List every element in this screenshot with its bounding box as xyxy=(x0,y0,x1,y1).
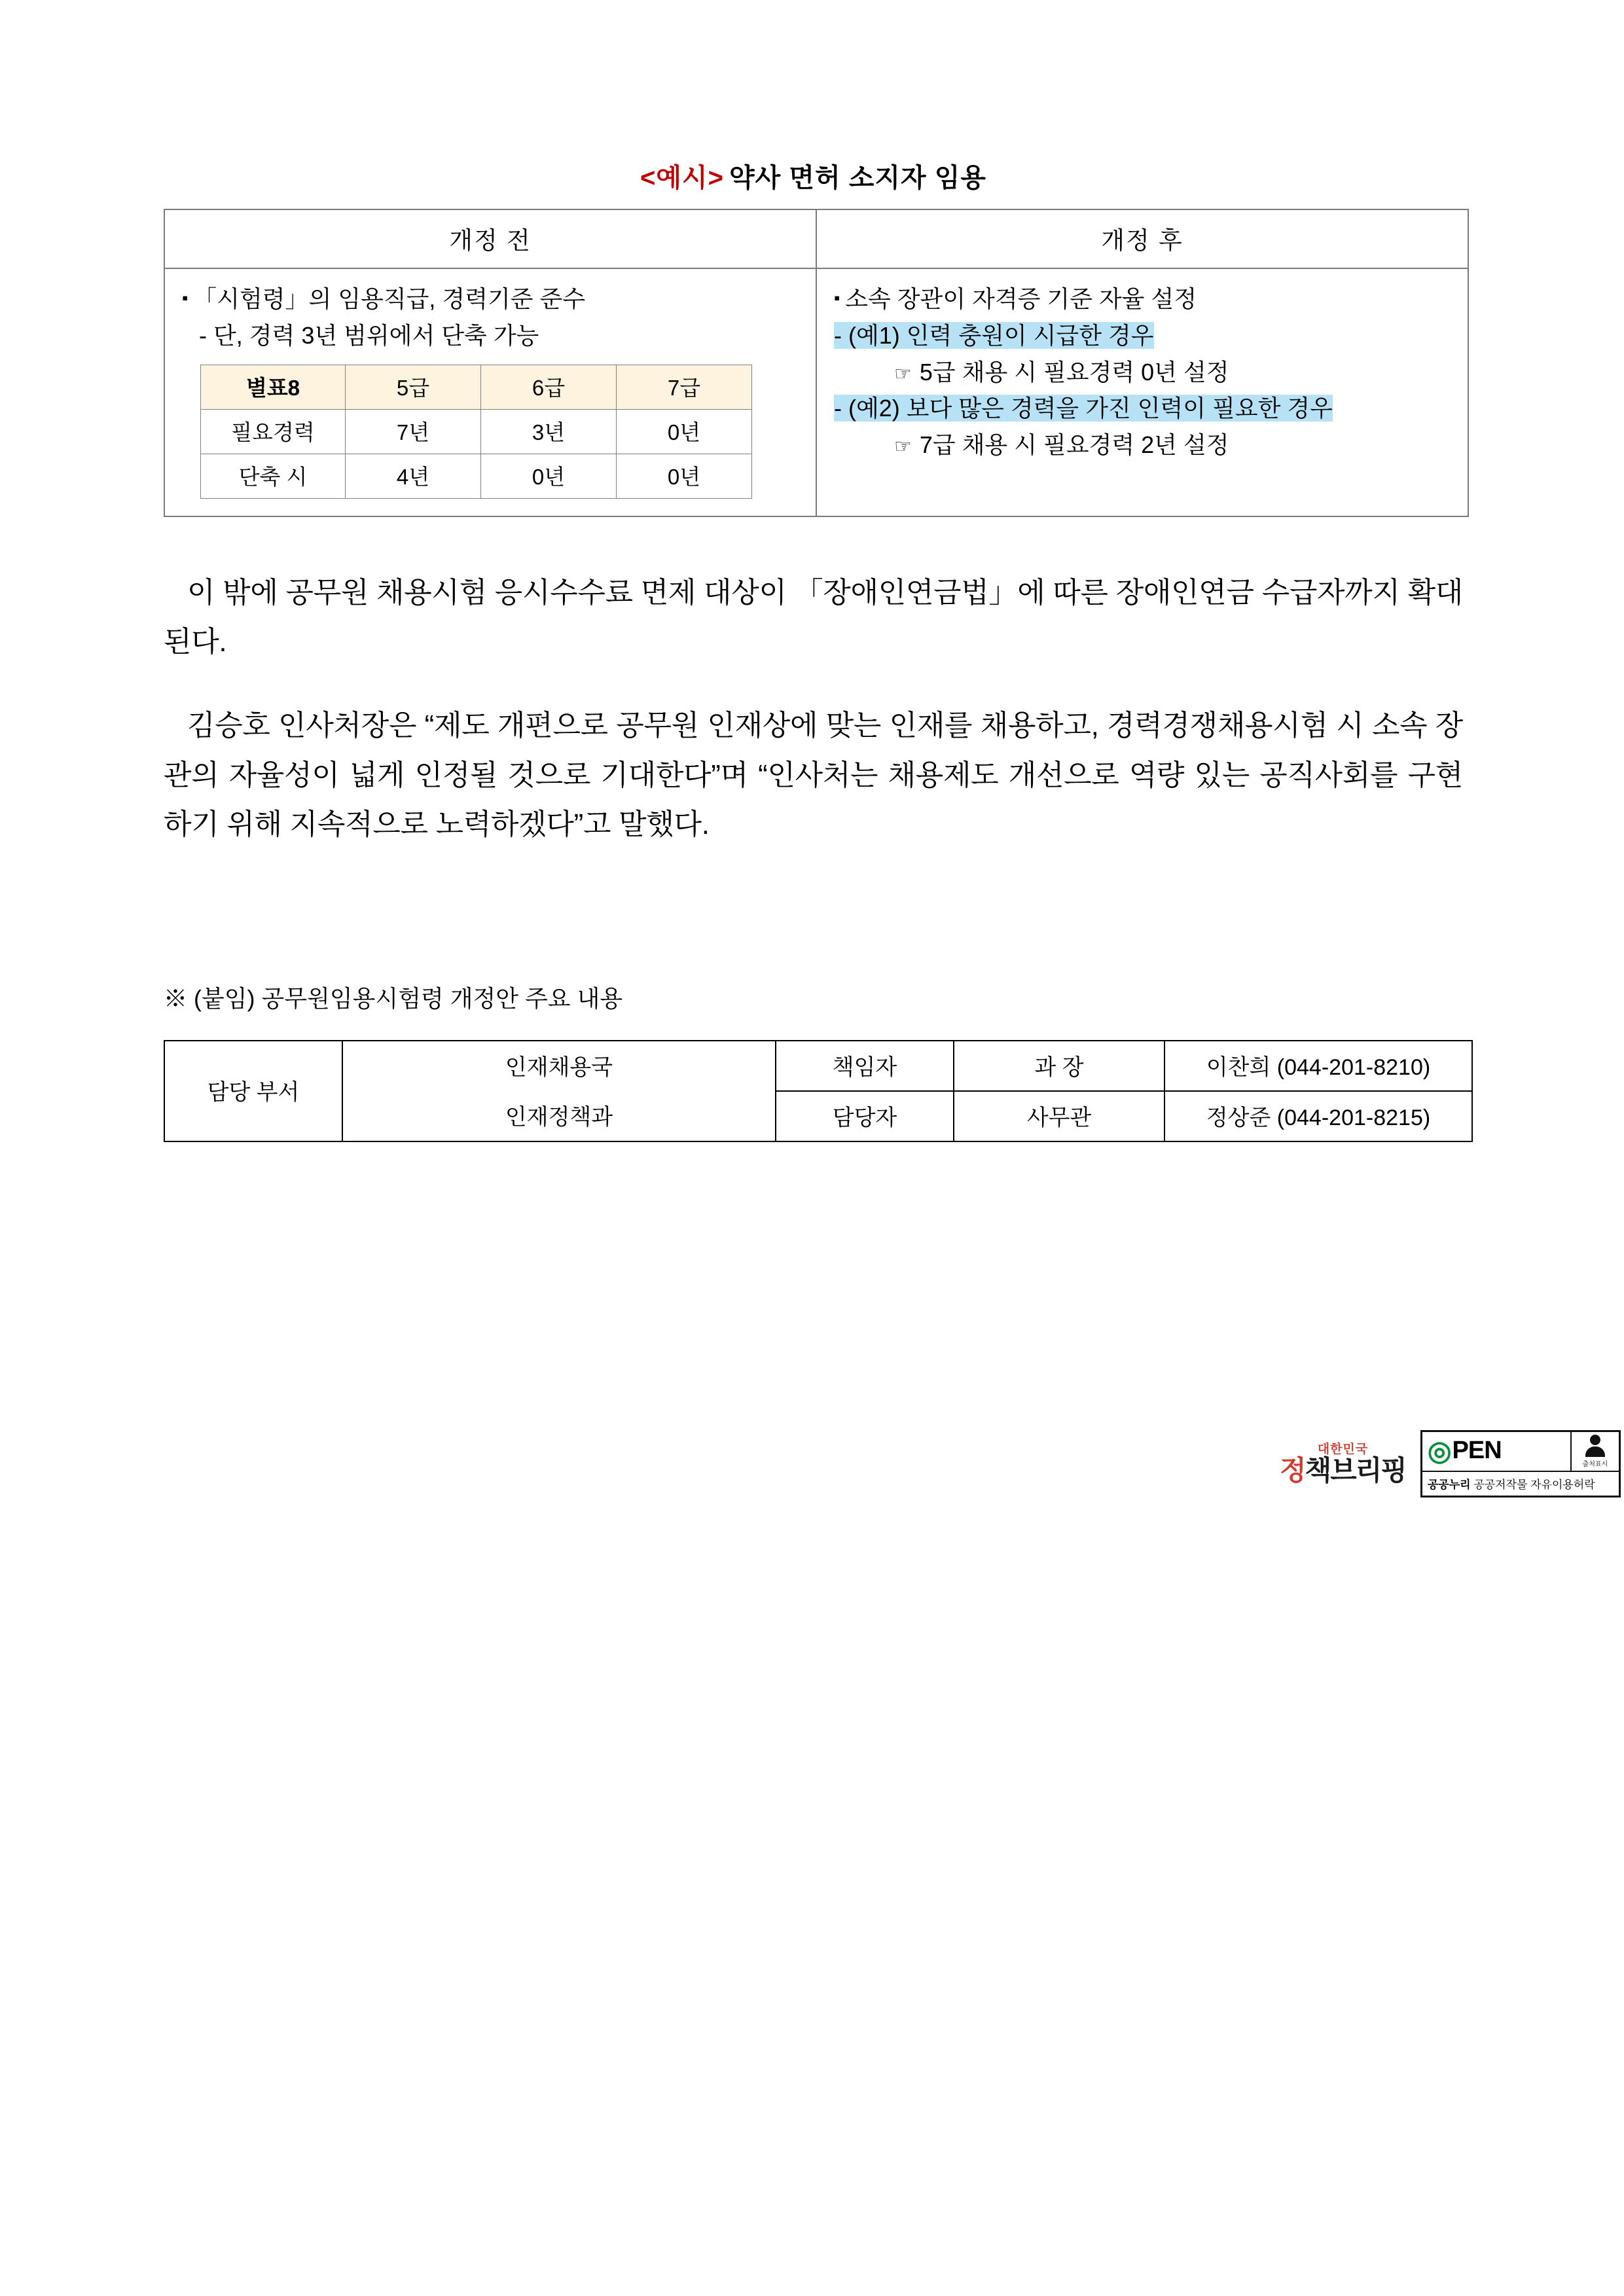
open-license-row xyxy=(1422,1432,1619,1472)
policy-briefing-small-text: 대한민국 xyxy=(1317,1443,1369,1456)
example-title xyxy=(164,157,1463,194)
grade-table xyxy=(200,365,752,499)
after-line-1: ▪ 소속 장관이 자격증 기준 자율 설정 xyxy=(834,281,1451,317)
column-header-before: 개정 전 xyxy=(164,209,816,268)
contact-dept-name-line2: 인재정책과 xyxy=(342,1091,776,1141)
attribution-person-icon xyxy=(1570,1432,1619,1471)
contact-dept-name-line1: 인재채용국 xyxy=(342,1041,776,1091)
person-head-shape xyxy=(1590,1435,1600,1445)
open-license-caption-rest: 공공저작물 자유이용허락 xyxy=(1473,1479,1595,1491)
grade-table-header-row xyxy=(201,365,752,409)
contact-rank-0: 과 장 xyxy=(954,1041,1164,1091)
after-line-4-wrap xyxy=(834,390,1451,427)
grade-table-row xyxy=(201,454,752,498)
document-content xyxy=(164,157,1463,1142)
grade-header-2: 6급 xyxy=(481,365,617,409)
example-title-marker: <예시> xyxy=(640,164,724,192)
comparison-table xyxy=(164,209,1469,517)
grade-r0c2: 3년 xyxy=(481,409,617,454)
comparison-header-row xyxy=(164,209,1468,268)
column-header-after: 개정 후 xyxy=(816,209,1468,268)
contact-person-1: 정상준 (044-201-8215) xyxy=(1164,1091,1472,1141)
paragraph-2 xyxy=(164,701,1463,850)
paragraph-1-text: 이 밖에 공무원 채용시험 응시수수료 면제 대상이 「장애인연금법」에 따른 장애인연금 수급자까지 확대된다. xyxy=(164,576,1463,658)
contact-row xyxy=(164,1091,1472,1141)
grade-r0c1: 7년 xyxy=(346,409,481,454)
before-line-2: - 단, 경력 3년 범위에서 단축 가능 xyxy=(199,321,539,349)
open-license-caption xyxy=(1422,1472,1619,1496)
contact-rank-1: 사무관 xyxy=(954,1091,1164,1141)
policy-briefing-big-1: 정 xyxy=(1280,1455,1305,1486)
open-license-badge xyxy=(1420,1430,1621,1498)
grade-header-1: 5급 xyxy=(346,365,481,409)
paragraph-2-text: 김승호 인사처장은 “제도 개편으로 공무원 인재상에 맞는 인재를 채용하고, 경력경쟁채용시험 시 소속 장관의 자율성이 넓게 인정될 것으로 기대한다”며 “인사처는 채용제도 개선으로 역량 있는 공직사회를 구현하기 위해 지속적으로 노력하겠다”고 말했다. xyxy=(164,709,1463,841)
person-body-shape xyxy=(1585,1446,1605,1457)
contact-role-0: 책임자 xyxy=(776,1041,954,1091)
after-cell xyxy=(816,268,1468,516)
attribution-label: 출처표시 xyxy=(1582,1461,1608,1468)
grade-header-3: 7급 xyxy=(617,365,752,409)
grade-r0c0: 필요경력 xyxy=(201,409,346,454)
contact-person-0: 이찬희 (044-201-8210) xyxy=(1164,1041,1472,1091)
before-line-1: ▪ 「시험령」의 임용직급, 경력기준 준수 xyxy=(182,281,799,317)
grade-r1c2: 0년 xyxy=(481,454,617,498)
grade-r1c0: 단축 시 xyxy=(201,454,346,498)
after-line-2: - (예1) 인력 충원이 시급한 경우 xyxy=(834,321,1154,349)
contact-role-1: 담당자 xyxy=(776,1091,954,1141)
contact-table xyxy=(164,1040,1473,1142)
attachment-note: ※ (붙임) 공무원임용시험령 개정안 주요 내용 xyxy=(164,984,623,1012)
after-line-2-wrap xyxy=(834,317,1451,354)
policy-briefing-big-2: 책브리핑 xyxy=(1305,1455,1406,1486)
after-line-5: ☞ 7급 채용 시 필요경력 2년 설정 xyxy=(834,427,1451,463)
comparison-body-row xyxy=(164,268,1468,516)
paragraph-1 xyxy=(164,568,1463,667)
grade-table-row xyxy=(201,409,752,454)
open-license-caption-bold: 공공누리 xyxy=(1427,1479,1471,1491)
grade-r0c3: 0년 xyxy=(617,409,752,454)
policy-briefing-big-text xyxy=(1280,1457,1406,1484)
grade-r1c3: 0년 xyxy=(617,454,752,498)
policy-briefing-logo xyxy=(1280,1443,1406,1484)
contact-dept-label: 담당 부서 xyxy=(164,1041,342,1141)
grade-header-0: 별표8 xyxy=(201,365,346,409)
after-line-4: - (예2) 보다 많은 경력을 가진 인력이 필요한 경우 xyxy=(834,395,1333,422)
open-ring-icon: ◎ xyxy=(1427,1435,1451,1466)
after-line-3: ☞ 5급 채용 시 필요경력 0년 설정 xyxy=(834,354,1451,391)
before-cell xyxy=(164,268,816,516)
grade-r1c1: 4년 xyxy=(346,454,481,498)
footer-logos xyxy=(1280,1430,1621,1498)
open-license-word xyxy=(1422,1432,1570,1471)
contact-row xyxy=(164,1041,1472,1091)
example-title-main: 약사 면허 소지자 임용 xyxy=(729,164,987,192)
open-license-text: PEN xyxy=(1452,1437,1502,1464)
